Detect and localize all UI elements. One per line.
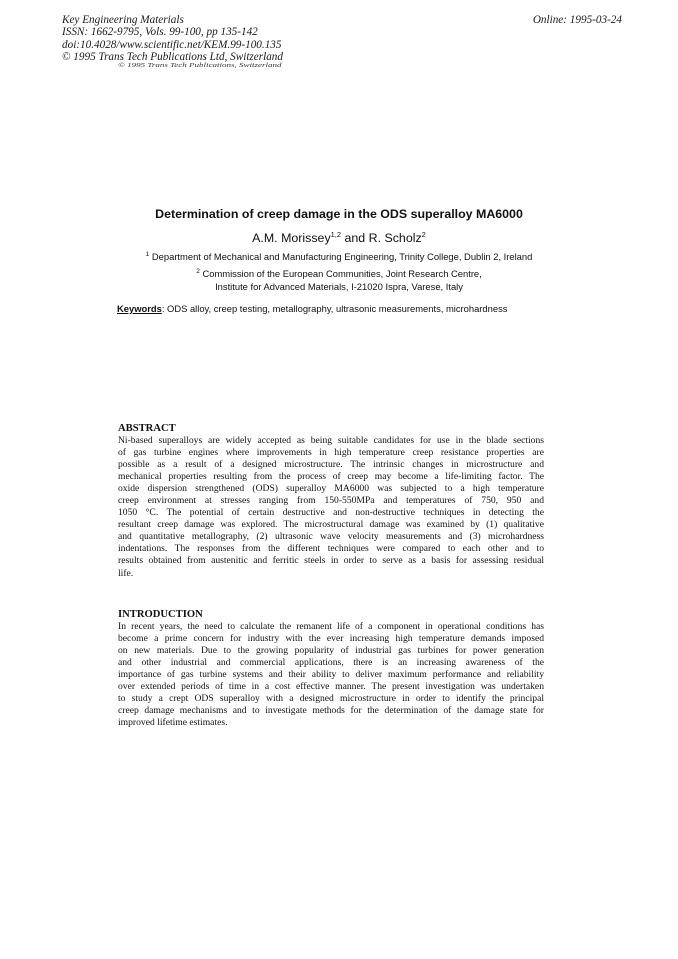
author-2-affiliation-mark: 2 bbox=[421, 230, 426, 239]
online-date: Online: 1995-03-24 bbox=[532, 14, 622, 26]
keywords-text: : ODS alloy, creep testing, metallography, ultrasonic measurements, microhardness bbox=[161, 303, 508, 314]
affiliation-2-line-1: Commission of the European Communities, Joint Research Centre, bbox=[199, 268, 482, 279]
author-1: A.M. Morissey bbox=[252, 231, 331, 245]
abstract-line: of gas turbine engines where improvements in high temperature creep resistance properties are bbox=[118, 447, 544, 459]
affiliation-1 bbox=[0, 251, 678, 264]
introduction-line: to study a crept ODS superalloy with a designed microstructure in order to identify the principal bbox=[118, 693, 544, 705]
affiliation-2-mark: 2 bbox=[196, 268, 200, 275]
issn-line: ISSN: 1662-9795, Vols. 99-100, pp 135-142 bbox=[62, 26, 258, 39]
affiliation-1-text: Department of Mechanical and Manufacturing Engineering, Trinity College, Dublin 2, Ireland bbox=[149, 251, 533, 262]
publisher-stamp: © 1995 Trans Tech Publications, Switzerland bbox=[118, 62, 282, 69]
abstract-line: and quantitative metallography, (2) ultrasonic wave velocity measurements and (3) microhardness bbox=[118, 531, 544, 543]
author-2: R. Scholz bbox=[368, 231, 422, 245]
introduction-heading: INTRODUCTION bbox=[118, 609, 203, 620]
introduction-line: improved lifetime estimates. bbox=[118, 717, 228, 729]
introduction-line: become a prime concern for industry with the ever increasing high temperature demands imposed bbox=[118, 633, 544, 645]
author-conjunction: and bbox=[341, 231, 369, 245]
abstract-line: resultant creep damage was explored. The microstructural damage was examined by (1) qualitative bbox=[118, 519, 544, 531]
introduction-line: on new materials. Due to the growing popularity of industrial gas turbines for power generation bbox=[118, 645, 544, 657]
abstract-line: 1050 °C. The potential of certain destructive and non-destructive techniques in detecting the bbox=[118, 507, 544, 519]
keywords-label: Keywords bbox=[117, 303, 162, 314]
keywords-line bbox=[117, 303, 507, 314]
copyright-line: © 1995 Trans Tech Publications Ltd, Switzerland bbox=[62, 51, 283, 64]
affiliation-2 bbox=[0, 268, 678, 293]
introduction-body bbox=[118, 621, 544, 729]
affiliation-1-mark: 1 bbox=[145, 251, 150, 258]
abstract-line: oxide dispersion strengthened (ODS) superalloy MA6000 was subjected to a high temperature bbox=[118, 483, 544, 495]
paper-title: Determination of creep damage in the ODS superalloy MA6000 bbox=[155, 207, 523, 221]
introduction-line: importance of gas turbine systems and their ability to deliver maximum performance and reliability bbox=[118, 669, 544, 681]
author-1-affiliation-mark: 1,2 bbox=[330, 230, 342, 239]
citation-block bbox=[62, 14, 283, 64]
abstract-line: creep environment at stresses ranging from 150-550MPa and temperatures of 750, 950 and bbox=[118, 495, 544, 507]
author-line bbox=[0, 231, 678, 245]
doi-line: doi:10.4028/www.scientific.net/KEM.99-100.135 bbox=[62, 38, 282, 51]
abstract-line: results obtained from austenitic and ferritic steels in order to serve as a basis for assessing residual bbox=[118, 555, 544, 567]
affiliation-2-line-2: Institute for Advanced Materials, I-21020 Ispra, Varese, Italy bbox=[215, 280, 463, 292]
abstract-line: Ni-based superalloys are widely accepted as being suitable candidates for use in the blade sections bbox=[118, 435, 544, 446]
abstract-line: life. bbox=[118, 567, 134, 579]
introduction-line: over extended periods of time in a cost effective manner. The present investigation was undertaken bbox=[118, 681, 544, 693]
introduction-line: creep damage mechanisms and to investigate methods for the determination of the damage state for bbox=[118, 705, 544, 717]
abstract-line: mechanical properties resulting from the process of creep may become a life-limiting factor. The bbox=[118, 471, 544, 483]
abstract-line: indentations. The responses from the different techniques were compared to each other and to bbox=[118, 543, 544, 555]
journal-name: Key Engineering Materials bbox=[62, 14, 184, 26]
abstract-heading: ABSTRACT bbox=[118, 423, 176, 434]
abstract-line: possible as a result of a designed microstructure. The intrinsic changes in microstructure and bbox=[118, 459, 544, 471]
abstract-body bbox=[118, 435, 544, 580]
introduction-line: and other industrial and commercial applications, there is an increasing awareness of the bbox=[118, 657, 544, 669]
introduction-line: In recent years, the need to calculate the remanent life of a component in operational conditions has bbox=[118, 621, 544, 632]
